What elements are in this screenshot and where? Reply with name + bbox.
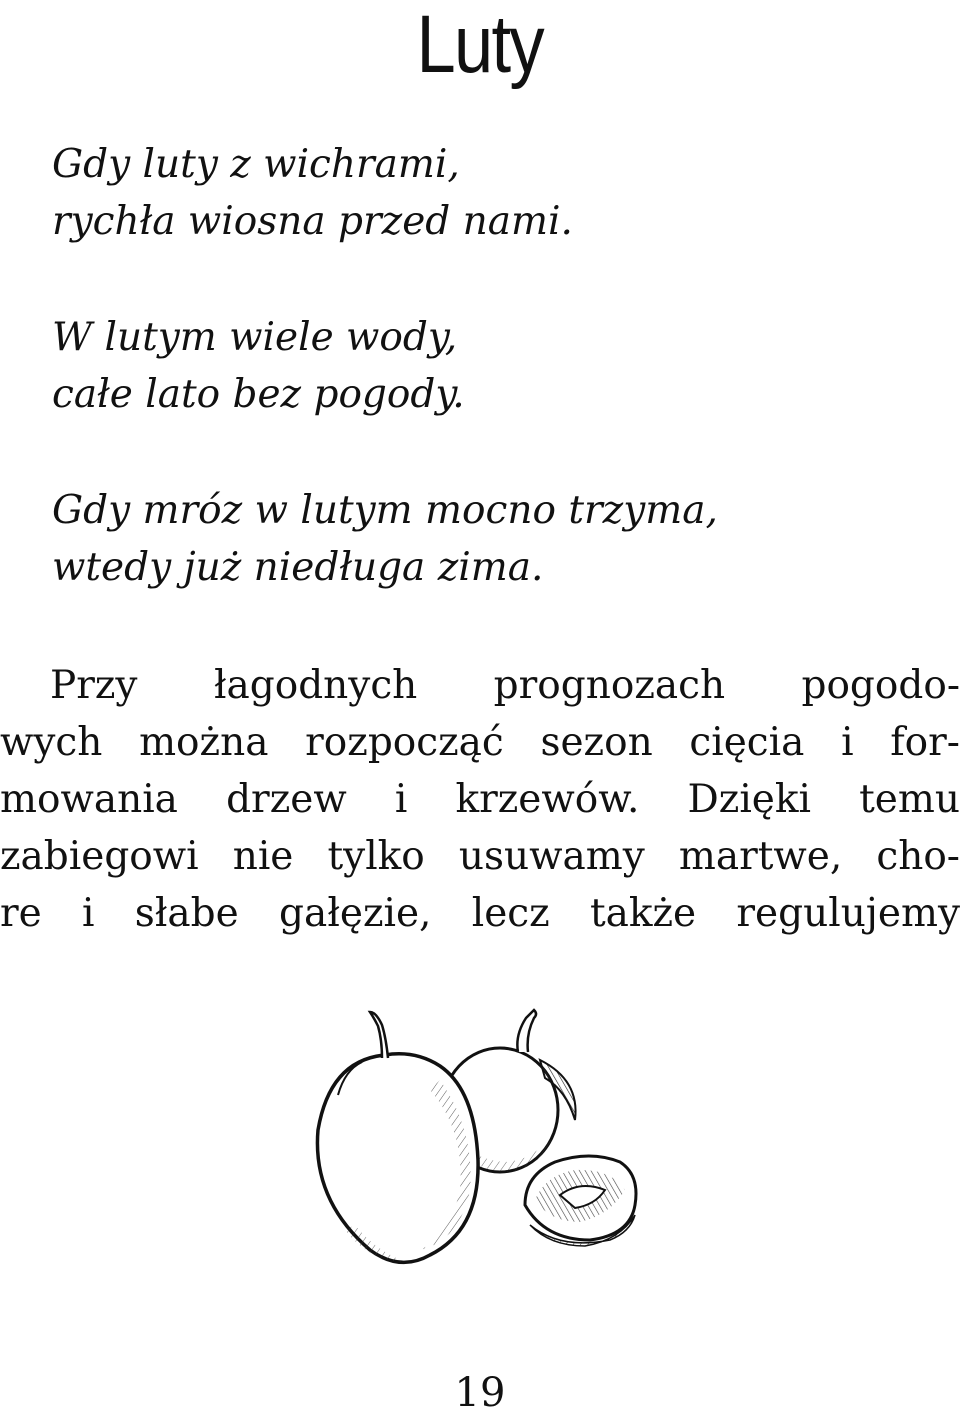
proverb [52, 136, 932, 250]
paragraph-line: zabiegowi nie tylko usuwamy martwe, cho- [0, 834, 960, 879]
plums-drawing [290, 1000, 690, 1280]
plums-illustration [290, 1000, 690, 1280]
proverbs-section [52, 136, 932, 655]
proverb-line: W lutym wiele wody, [52, 315, 458, 360]
paragraph-line: re i słabe gałęzie, lecz także regulujemy [0, 891, 960, 936]
front-plum [317, 1012, 478, 1262]
cut-plum [525, 1156, 636, 1246]
proverb-line: wtedy już niedługa zima. [52, 545, 544, 590]
paragraph-line: Przy łagodnych prognozach pogodo- [50, 663, 960, 708]
paragraph-line: mowania drzew i krzewów. Dzięki temu [0, 777, 960, 822]
page-title [67, 0, 893, 90]
proverb-line: Gdy mróz w lutym mocno trzyma, [52, 488, 718, 533]
body-paragraph [0, 657, 960, 942]
proverb [52, 309, 932, 423]
proverb [52, 482, 932, 596]
page-title-text: Luty [416, 0, 543, 90]
proverb-line: rychła wiosna przed nami. [52, 199, 573, 244]
proverb-line: całe lato bez pogody. [52, 372, 465, 417]
paragraph-line: wych można rozpocząć sezon cięcia i for- [0, 720, 960, 765]
page-number: 19 [454, 1370, 506, 1416]
proverb-line: Gdy luty z wichrami, [52, 142, 460, 187]
